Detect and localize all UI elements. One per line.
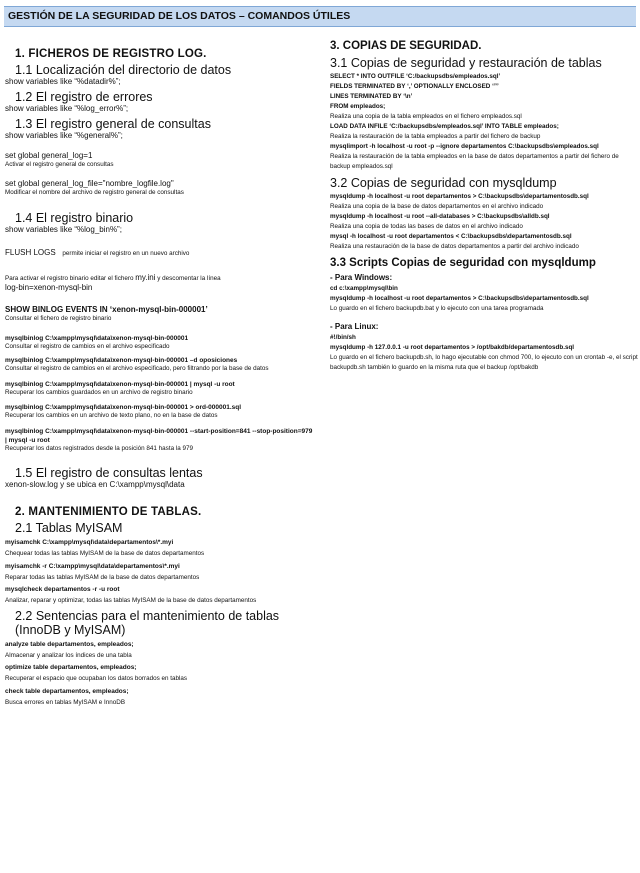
- windows-cd-line: cd c:\xampp\mysql\bin: [330, 285, 398, 292]
- linux-mysqldump-line: mysqldump -h 127.0.0.1 -u root departamentos > /opt/bakdb/departamentosdb.sql: [330, 344, 575, 351]
- fields-terminated-line: FIELDS TERMINATED BY ‘,’ OPTIONALLY ENCLOSED ‘”’: [330, 83, 499, 90]
- mysqlcheck-command: mysqlcheck departamentos -r -u root: [5, 586, 120, 593]
- windows-mysqldump-line: mysqldump -h localhost -u root departamentos > C:\backupsdbs\departamentosdb.sql: [330, 295, 589, 302]
- section-2-heading: 2. MANTENIMIENTO DE TABLAS.: [15, 506, 202, 518]
- section-1-3-heading: 1.3 El registro general de consultas: [15, 117, 211, 131]
- outfile-desc: Realiza una copia de la tabla empleados en el fichero empleados.sql: [330, 113, 522, 120]
- mysqlimport-line: mysqlimport -h localhost -u root -p --ignore departamentos C:\backupsdbs\empleados.sql: [330, 143, 599, 150]
- log-bin-line: log-bin=xenon-mysql-bin: [5, 283, 93, 292]
- section-1-heading: 1. FICHEROS DE REGISTRO LOG.: [15, 48, 207, 60]
- general-log-file-command: set global general_log_file="nombre_logfile.log": [5, 178, 174, 188]
- mysql-restore-desc: Realiza una restauración de la base de datos departamentos a partir del archivo indicado: [330, 243, 579, 250]
- optimize-desc: Recuperar el espacio que ocupaban los datos borrados en tablas: [5, 675, 188, 682]
- linux-subtitle: - Para Linux:: [330, 322, 379, 331]
- myisamchk-1-desc: Chequear todas las tablas MyISAM de la base de datos departamentos: [5, 550, 205, 557]
- activate-binlog-desc: [5, 273, 315, 284]
- lines-terminated-line: LINES TERMINATED BY ‘\n’: [330, 93, 413, 100]
- optimize-command: optimize table departamentos, empleados;: [5, 664, 137, 671]
- mysqlbinlog-3-command: mysqlbinlog C:\xampp\mysql\data\xenon-mysql-bin-000001 | mysql -u root: [5, 380, 235, 388]
- load-data-line: LOAD DATA INFILE ‘C:/backupsdbs/empleados.sql’ INTO TABLE empleados;: [330, 123, 559, 130]
- show-binlog-command: SHOW BINLOG EVENTS IN ‘xenon-mysql-bin-000001’: [5, 305, 208, 314]
- mysqldump-1-line: mysqldump -h localhost -u root departamentos > C:\backupsdbs\departamentosdb.sql: [330, 193, 589, 200]
- slow-log-line: xenon-slow.log y se ubica en C:\xampp\mysql\data: [5, 480, 185, 489]
- myisamchk-2-command: myisamchk -r C:\xampp\mysql\data\departamentos\*.myi: [5, 562, 180, 570]
- section-2-2-heading: 2.2 Sentencias para el mantenimiento de tablas (InnoDB y MyISAM): [15, 608, 280, 637]
- windows-subtitle: - Para Windows:: [330, 273, 393, 282]
- section-3-1-heading: 3.1 Copias de seguridad y restauración de tablas: [330, 56, 602, 70]
- mysqldump-2-desc: Realiza una copia de todas las bases de datos en el archivo indicado: [330, 223, 523, 230]
- page-title-banner: [4, 6, 636, 27]
- section-1-4-heading: 1.4 El registro binario: [15, 211, 134, 225]
- from-empleados-line: FROM empleados;: [330, 103, 386, 110]
- ini-filename: my.ini: [135, 272, 156, 282]
- mysqlbinlog-1-desc: Consultar el registro de cambios en el archivo especificado: [5, 342, 170, 350]
- general-log-file-desc: Modificar el nombre del archivo de registro general de consultas: [5, 188, 184, 196]
- mysqlbinlog-4-desc: Recuperar los cambios en un archivo de texto plano, no en la base de datos: [5, 412, 218, 419]
- section-3-3-heading: 3.3 Scripts Copias de seguridad con mysqldump: [330, 257, 596, 269]
- myisamchk-1-command: myisamchk C:\xampp\mysql\data\departamentos\*.myi: [5, 539, 174, 546]
- mysqlbinlog-4-command: mysqlbinlog C:\xampp\mysql\data\xenon-mysql-bin-000001 > ord-000001.sql: [5, 404, 242, 411]
- select-outfile-line: SELECT * INTO OUTFILE ‘C:/backupsdbs/empleados.sql’: [330, 73, 501, 80]
- section-2-1-heading: 2.1 Tablas MyISAM: [15, 521, 123, 535]
- mysqlimport-desc: Realiza la restauración de la tabla empleados en la base de datos departamentos a partir del fichero de backup empleados.sql: [330, 153, 619, 170]
- section-3-2-heading: 3.2 Copias de seguridad con mysqldump: [330, 176, 557, 190]
- mysqlbinlog-2-desc: Consultar el registro de cambios en el archivo especificado, pero filtrando por la base de datos: [5, 365, 269, 372]
- show-binlog-desc: Consultar el fichero de registro binario: [5, 315, 112, 322]
- load-data-desc: Realiza la restauración de la tabla empleados a partir del fichero de backup: [330, 133, 541, 140]
- left-column: [5, 36, 315, 707]
- general-command: show variables like “%general%”;: [5, 131, 123, 140]
- activate-binlog-desc-a: Para activar el registro binario editar el fichero: [5, 274, 136, 282]
- analyze-desc: Almacenar y analizar los índices de una tabla: [5, 651, 132, 659]
- mysqldump-2-line: mysqldump -h localhost -u root --all-databases > C:\backupsdbs\alldb.sql: [330, 213, 550, 220]
- general-log-set-command: set global general_log=1: [5, 151, 93, 160]
- mysqlbinlog-3-desc: Recuperar los cambios guardados en un archivo de registro binario: [5, 388, 193, 396]
- mysqlbinlog-1-command: mysqlbinlog C:\xampp\mysql\data\xenon-mysql-bin-000001: [5, 334, 189, 342]
- datadir-command: show variables like “%datadir%”;: [5, 77, 121, 86]
- mysqlbinlog-2-command: mysqlbinlog C:\xampp\mysql\data\xenon-mysql-bin-000001 –d oposiciones: [5, 357, 238, 364]
- mysqldump-1-desc: Realiza una copia de la base de datos departamentos en el archivo indicado: [330, 203, 544, 210]
- mysqlbinlog-5-desc: Recuperar los datos registrados desde la posición 841 hasta la 979: [5, 444, 193, 452]
- flush-logs-line: [5, 248, 315, 259]
- linux-shebang-line: #!/bin/sh: [330, 334, 356, 341]
- activate-binlog-desc-b: y descomentar la línea: [155, 274, 221, 282]
- myisamchk-2-desc: Reparar todas las tablas MyISAM de la base de datos departamentos: [5, 573, 200, 581]
- analyze-command: analyze table departamentos, empleados;: [5, 640, 134, 648]
- log-bin-command: show variables like “%log_bin%”;: [5, 225, 122, 234]
- mysqlcheck-desc: Analizar, reparar y optimizar, todas las tablas MyISAM de la base de datos departamentos: [5, 597, 257, 604]
- mysql-restore-line: mysql -h localhost -u root departamentos < C:\backupsdbs\departamentosdb.sql: [330, 233, 572, 240]
- log-error-command: show variables like “%log_error%”;: [5, 104, 129, 113]
- right-column: [330, 36, 638, 373]
- section-3-heading: 3. COPIAS DE SEGURIDAD.: [330, 40, 482, 52]
- check-desc: Busca errores en tablas MyISAM e InnoDB: [5, 698, 126, 706]
- windows-desc: Lo guardo en el fichero backupdb.bat y lo ejecuto con una tarea programada: [330, 305, 544, 312]
- mysqlbinlog-5-command: mysqlbinlog C:\xampp\mysql\data\xenon-mysql-bin-000001 --start-position=841 --stop-position=979 | mysql -u root: [5, 427, 313, 444]
- flush-logs-command: FLUSH LOGS: [5, 248, 56, 257]
- linux-desc: Lo guardo en el fichero backupdb.sh, lo hago ejecutable con chmod 700, lo ejecuto con un crontab -e, el script backupdb.sh también lo guardo en la misma ruta que el backup /opt/bakdb: [330, 354, 638, 371]
- general-log-set-desc: Activar el registro general de consultas: [5, 161, 114, 168]
- section-1-5-heading: 1.5 El registro de consultas lentas: [15, 466, 203, 480]
- section-1-2-heading: 1.2 El registro de errores: [15, 90, 153, 104]
- section-1-1-heading: 1.1 Localización del directorio de datos: [15, 63, 232, 77]
- page-title: GESTIÓN DE LA SEGURIDAD DE LOS DATOS – COMANDOS ÚTILES: [8, 10, 351, 22]
- flush-logs-desc: permite iniciar el registro en un nuevo archivo: [62, 250, 190, 257]
- check-command: check table departamentos, empleados;: [5, 687, 129, 695]
